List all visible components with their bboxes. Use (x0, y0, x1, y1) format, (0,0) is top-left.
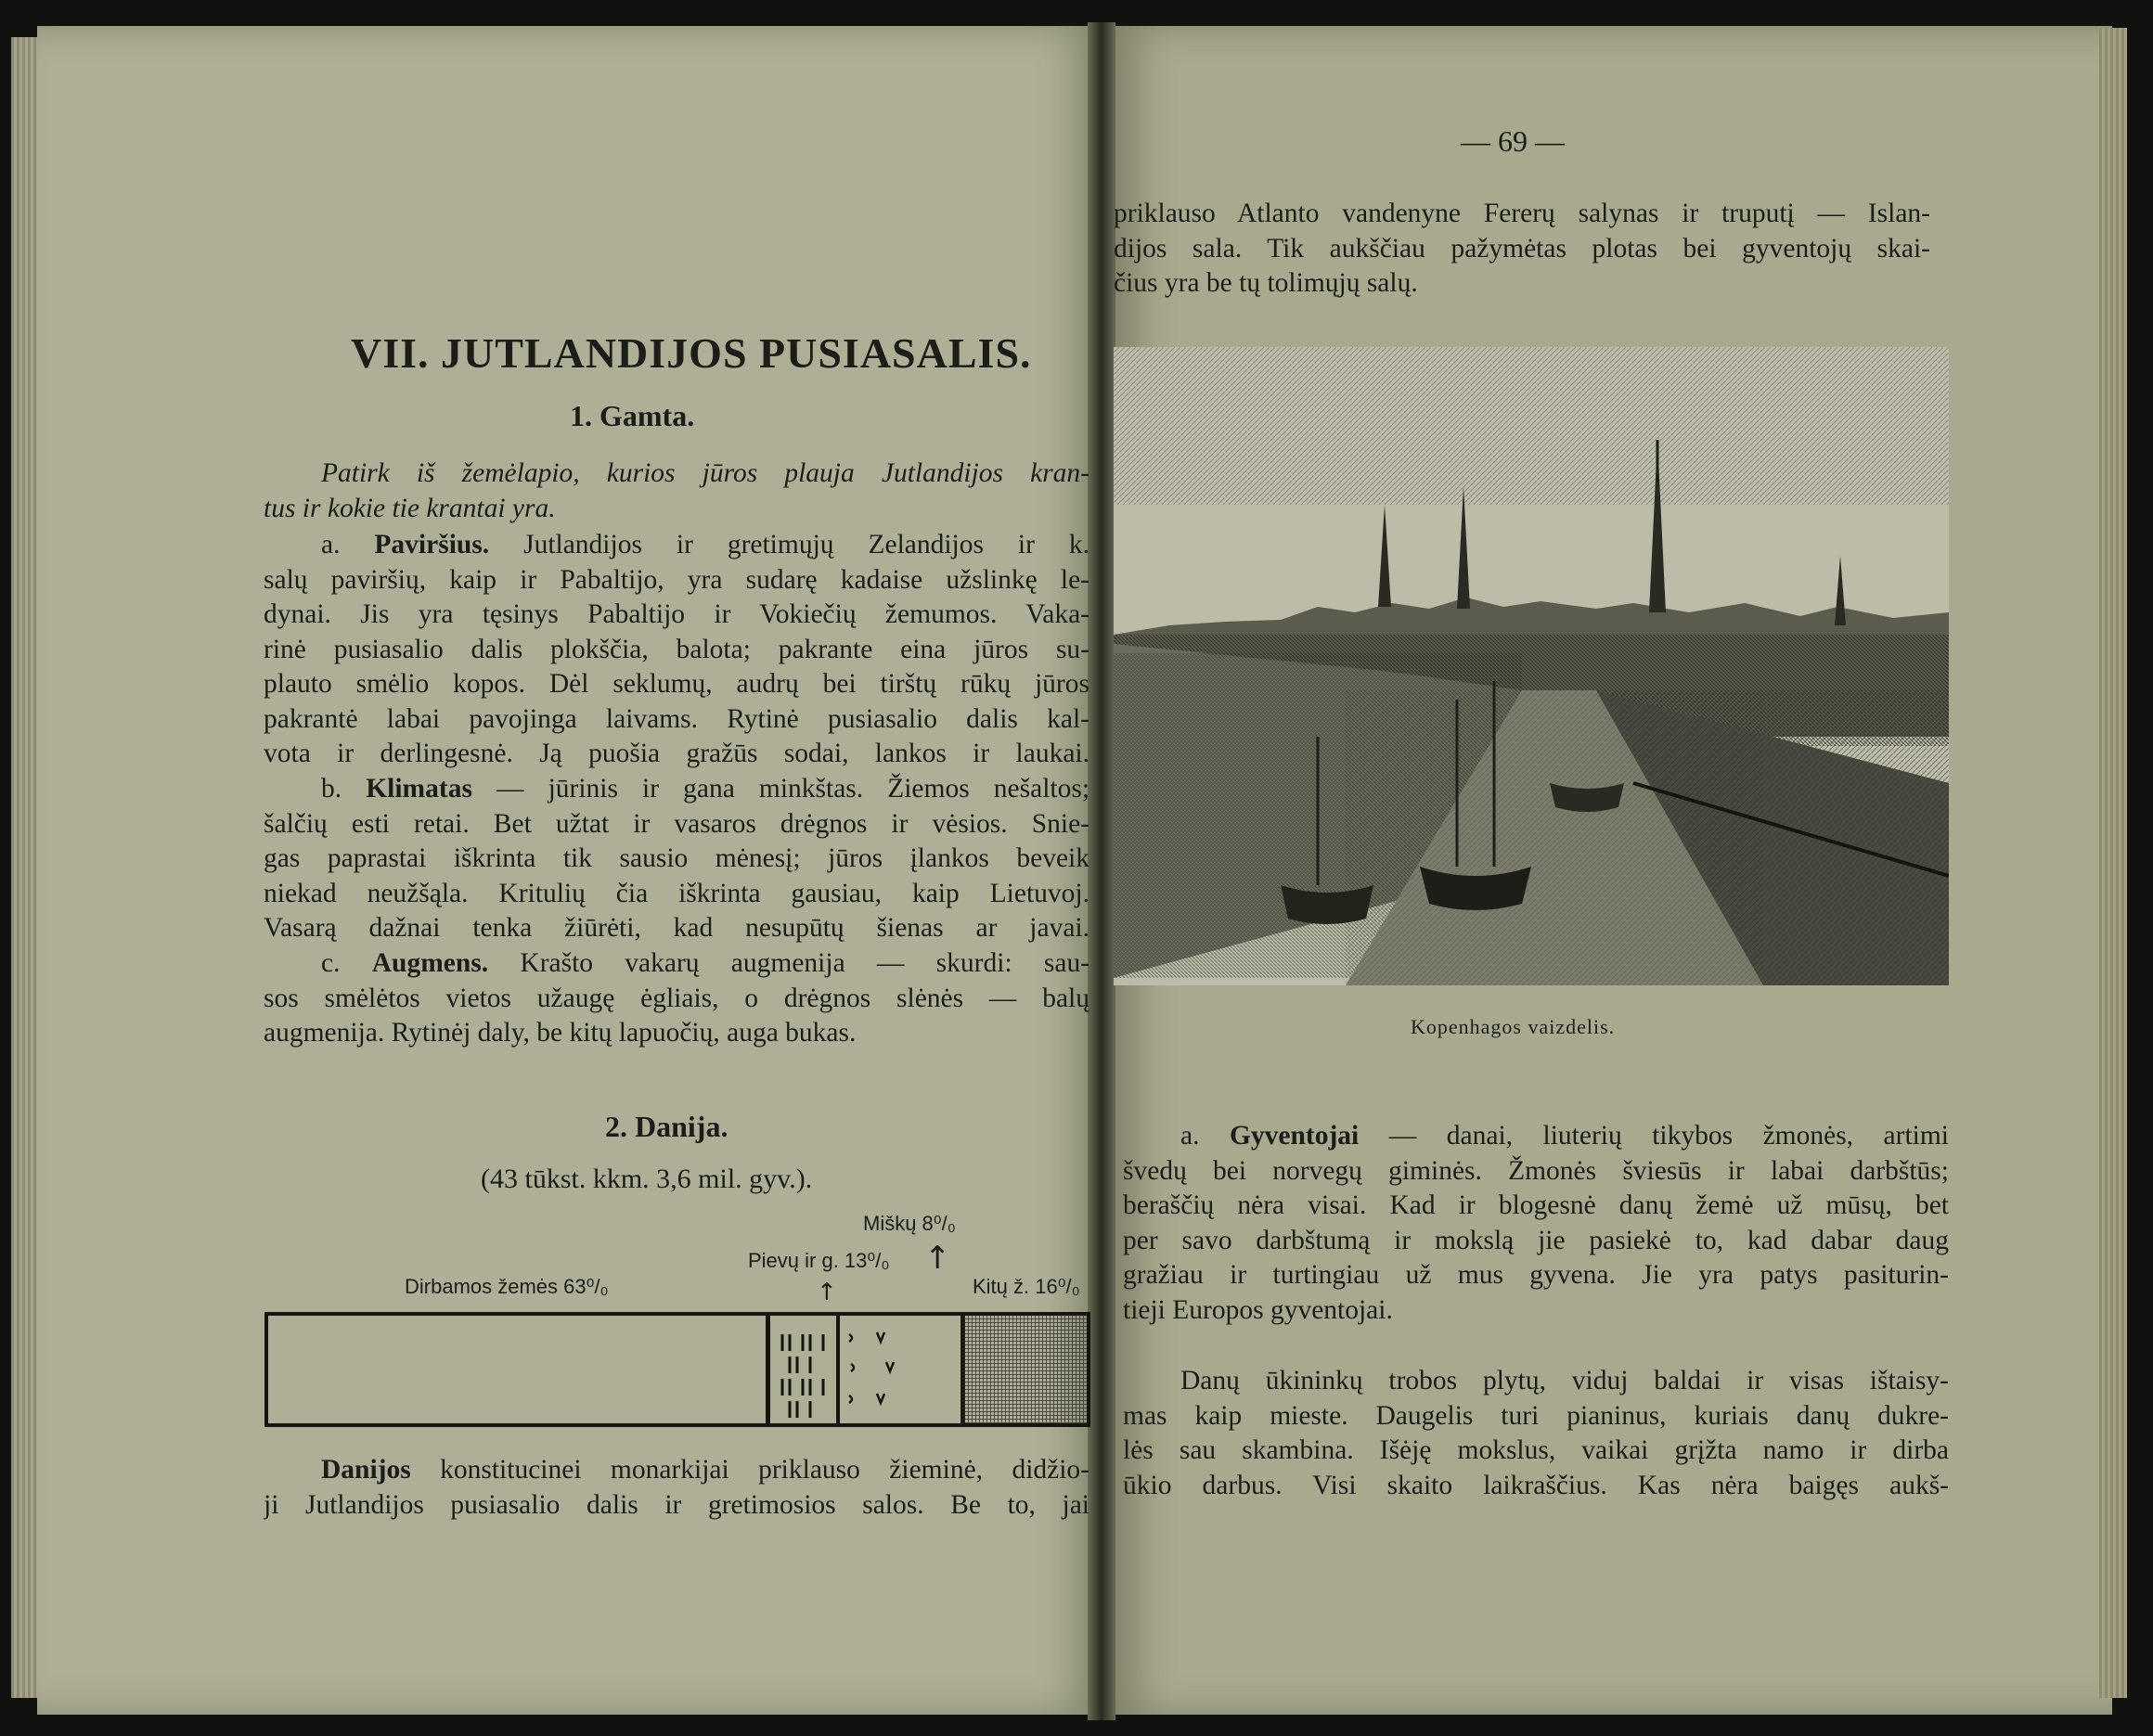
segment-other (960, 1316, 1087, 1423)
item-marker-b: b. (321, 774, 342, 804)
intro-paragraph (264, 457, 1089, 526)
augmens-line-3: augmenija. Rytinėj daly, be kitų lapuočių, auga bukas. (264, 1018, 857, 1048)
pavirsius-line-5: plauto smėlio kopos. Dėl seklumų, audrų bei tirštų rūkų jūros (264, 669, 1089, 699)
chapter-title: VII. JUTLANDIJOS PUSIASALIS. (351, 329, 1032, 377)
gyventojai-line-1: a. Gyventojai — danai, liuterių tikybos žmonės, artimi (1180, 1121, 1949, 1151)
section-danija-title: 2. Danija. (605, 1110, 728, 1143)
segment-meadow (840, 1316, 965, 1423)
gyventojai-line-5: gražiau ir turtingiau už mus gyvena. Jie yra patys pasiturin- (1123, 1260, 1949, 1290)
section-danija-subtitle: (43 tūkst. kkm. 3,6 mil. gyv.). (481, 1164, 813, 1194)
arrow-meadow: ↑ (817, 1279, 837, 1306)
gyventojai-line-3: beraščių nėra visai. Kad ir blogesnė danų žemė už mūsų, bet (1123, 1190, 1949, 1220)
picture-caption: Kopenhagos vaizdelis. (1411, 1015, 1616, 1038)
forest-pattern (766, 1325, 836, 1425)
paragraph-klimatas (264, 772, 1089, 946)
term-klimatas: Klimatas (366, 774, 472, 804)
page-number: — 69 — (1461, 124, 1565, 158)
item-marker-a: a. (321, 530, 341, 559)
paragraph-continued (1114, 197, 1930, 302)
gyventojai-line-6: tieji Europos gyventojai. (1123, 1294, 1393, 1325)
ukininku-line-2: mas kaip mieste. Daugelis turi pianinus, kuriais danų dukre- (1123, 1400, 1949, 1431)
danijos-line-2: ji Jutlandijos pusiasalio dalis ir gretimosios salos. Be to, jai (264, 1489, 1089, 1520)
section-gamta-title: 1. Gamta. (570, 399, 695, 432)
book-gutter (1088, 22, 1115, 1720)
ukininku-line-4: ūkio darbus. Visi skaito laikraščius. Kas nėra baigęs aukš- (1123, 1470, 1949, 1500)
term-pavirsius: Paviršius. (374, 530, 490, 559)
label-forest: Miškų 8⁰/₀ (863, 1212, 956, 1235)
augmens-line-1: c. Augmens. Krašto vakarų augmenija — skurdi: sau- (321, 948, 1089, 978)
right-page-edges (2099, 28, 2127, 1698)
ukininku-line-3: lės sau skambina. Išėję mokslus, vaikai grįžta namo ir dirba (1123, 1435, 1949, 1465)
paragraph-pavirsius (264, 528, 1089, 772)
klimatas-line-4: niekad neužšąla. Kritulių čia iškrinta gausiau, kaip Lietuvoj. (264, 878, 1089, 908)
meadow-pattern (840, 1316, 957, 1423)
canal-illustration (1114, 347, 1949, 985)
klimatas-line-1: b. Klimatas — jūrinis ir gana minkštas. Žiemos nešaltos; (321, 774, 1089, 804)
pavirsius-line-7: vota ir derlingesnė. Ją puošia gražūs sodai, lankos ir laukai. (264, 739, 1089, 768)
intro-line-1: Patirk iš žemėlapio, kurios jūros plauja Jutlandijos kran- (321, 458, 1089, 488)
term-danijos: Danijos (321, 1455, 411, 1485)
augmens-line-2: sos smėlėtos vietos užaugę ėgliais, o drėgnos slėnės — balų (264, 983, 1089, 1013)
klimatas-line-3: gas paprastai iškrinta tik sausio mėnesį; jūros įlankos beveik (264, 843, 1089, 873)
paragraph-augmens (264, 946, 1089, 1051)
continued-line-1: priklauso Atlanto vandenyne Fererų salynas ir truputį — Islan- (1114, 199, 1930, 228)
label-other: Kitų ž. 16⁰/₀ (973, 1275, 1080, 1298)
paragraph-danijos (264, 1453, 1089, 1523)
arrow-forest: ↑ (924, 1240, 951, 1277)
intro-line-2: tus ir kokie tie krantai yra. (264, 493, 556, 523)
pavirsius-line-1: a. Paviršius. Jutlandijos ir gretimųjų Zelandijos ir k. (321, 530, 1089, 559)
segment-field (268, 1316, 770, 1423)
item-marker-c: c. (321, 948, 341, 978)
continued-line-2: dijos sala. Tik aukščiau pažymėtas plotas bei gyventojų skai- (1114, 233, 1930, 264)
pavirsius-line-3: dynai. Jis yra tęsinys Pabaltijo ir Vokiečių žemumos. Vaka- (264, 599, 1089, 629)
term-augmens: Augmens. (371, 948, 489, 978)
pavirsius-line-6: pakrantė labai pavojinga laivams. Rytinė pusiasalio dalis kal- (264, 703, 1089, 734)
pavirsius-line-2: salų paviršių, kaip ir Pabaltijo, yra sudarę kadaise užslinkę le- (264, 564, 1089, 595)
klimatas-line-2: šalčių esti retai. Bet užtat ir vasaros drėgnos ir vėsios. Snie- (264, 808, 1089, 839)
paragraph-gyventojai (1123, 1119, 1949, 1328)
label-meadow: Pievų ir g. 13⁰/₀ (748, 1249, 890, 1272)
continued-line-3: čius yra be tų tolimųjų salų. (1114, 268, 1418, 298)
label-field: Dirbamos žemės 63⁰/₀ (405, 1275, 609, 1298)
item-marker-a-right: a. (1180, 1121, 1200, 1151)
pavirsius-line-4: rinė pusiasalio dalis plokščia, balota; pakrante eina jūros su- (264, 634, 1089, 664)
gyventojai-line-2: švedų bei norvegų giminės. Žmonės šviesūs ir labai darbštūs; (1123, 1155, 1949, 1186)
segment-forest (766, 1316, 840, 1423)
term-gyventojai: Gyventojai (1229, 1121, 1360, 1151)
land-use-bar (264, 1312, 1090, 1427)
paragraph-ukininku (1123, 1364, 1949, 1503)
ukininku-line-1: Danų ūkininkų trobos plytų, viduj baldai ir visas ištaisy- (1180, 1366, 1949, 1395)
klimatas-line-5: Vasarą dažnai tenka žiūrėti, kad nesupūtų šienas ar javai. (264, 913, 1089, 943)
gyventojai-line-4: per savo darbštumą ir mokslą jie pasiekė to, kad dabar daug (1123, 1225, 1949, 1255)
danijos-line-1: Danijos konstitucinei monarkijai priklauso žieminė, didžio- (321, 1455, 1089, 1485)
copenhagen-engraving (1114, 347, 1949, 985)
